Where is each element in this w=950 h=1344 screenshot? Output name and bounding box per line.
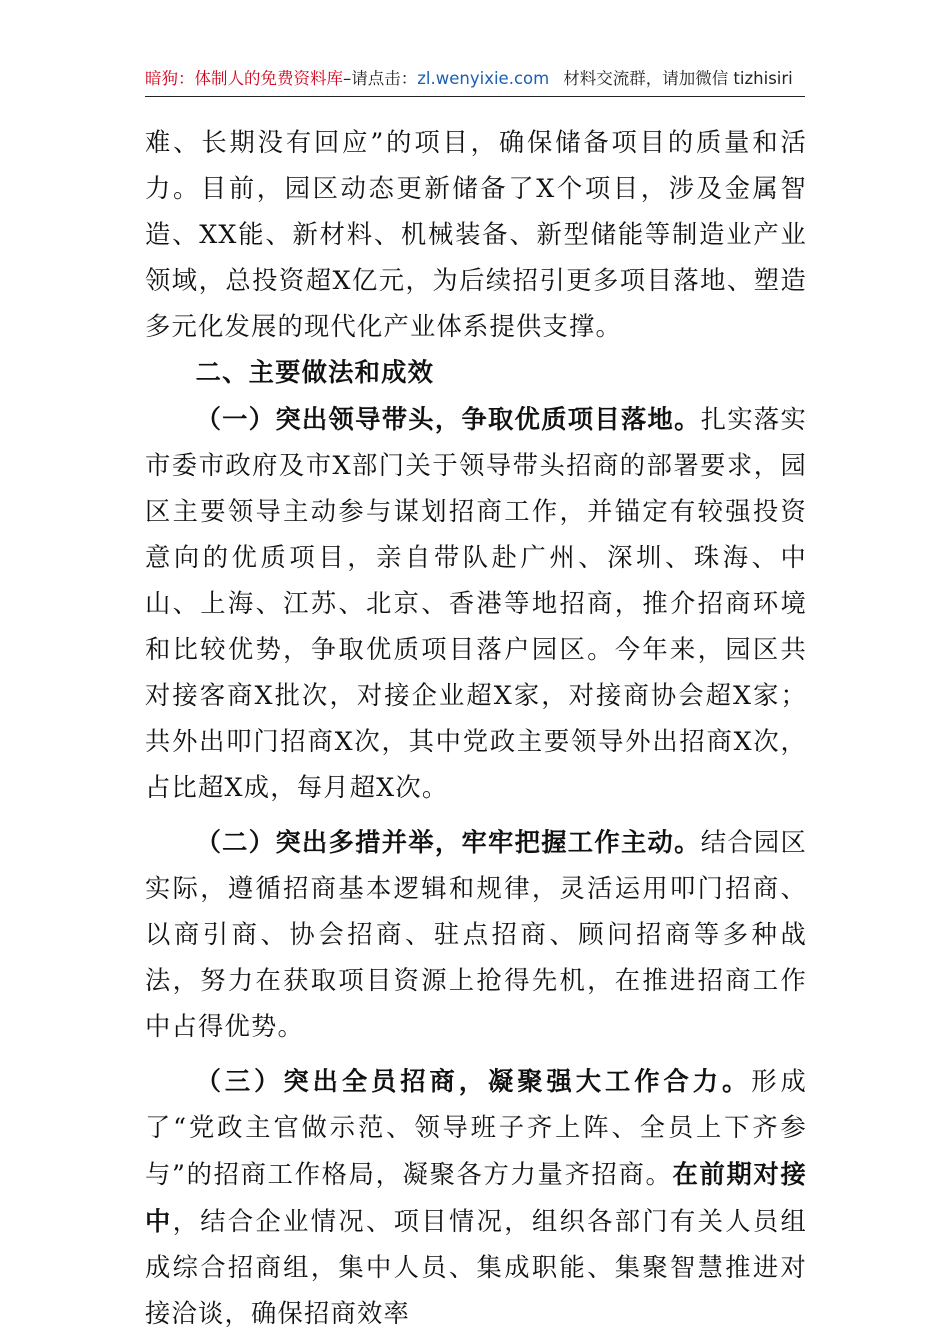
header-click-prompt: –请点击： [343,69,418,88]
document-body [145,120,807,1337]
subsection-3-bold-phrase: 在前期对接中 [145,1159,807,1236]
subsection-3-body-b: ，结合企业情况、项目情况，组织各部门有关人员组成综合招商组，集中人员、集成职能、集聚智慧推进对接洽谈，确保招商效率 [145,1207,807,1328]
subsection-3-body-a: 形成了“党政主官做示范、领导班子齐上阵、全员上下齐参与”的招商工作格局，凝聚各方力量齐招商。 [145,1067,807,1189]
subsection-2-title: （二）突出多措并举，牢牢把握工作主动。 [195,827,701,857]
page-header [145,66,805,97]
subsection-1 [145,396,807,811]
subsection-2 [145,819,807,1050]
header-site-name: 暗狗：体制人的免费资料库 [145,69,343,88]
header-wechat-note: 材料交流群，请加微信 tizhisiri [563,69,793,88]
subsection-3-title: （三）突出全员招商，凝聚强大工作合力。 [195,1066,752,1096]
subsection-1-title: （一）突出领导带头，争取优质项目落地。 [195,404,701,434]
subsection-2-body: 结合园区实际，遵循招商基本逻辑和规律，灵活运用叩门招商、以商引商、协会招商、驻点招商、顾问招商等多种战法，努力在获取项目资源上抢得先机，在推进招商工作中占得优势。 [145,828,807,1041]
header-url-link[interactable]: zl.wenyixie.com [417,69,550,88]
section-heading: 二、主要做法和成效 [195,358,435,387]
paragraph-continuation: 难、长期没有回应”的项目，确保储备项目的质量和活力。目前，园区动态更新储备了X个项目，涉及金属智造、XX能、新材料、机械装备、新型储能等制造业产业领域，总投资超X亿元，为后续招引更多项目落地、塑造多元化发展的现代化产业体系提供支撑。 [145,128,807,341]
subsection-1-body: 扎实落实市委市政府及市X部门关于领导带头招商的部署要求，园区主要领导主动参与谋划招商工作，并锚定有较强投资意向的优质项目，亲自带队赴广州、深圳、珠海、中山、上海、江苏、北京、香港等地招商，推介招商环境和比较优势，争取优质项目落户园区。今年来，园区共对接客商X批次，对接企业超X家，对接商协会超X家；共外出叩门招商X次，其中党政主要领导外出招商X次，占比超X成，每月超X次。 [145,405,807,802]
subsection-3 [145,1058,807,1337]
